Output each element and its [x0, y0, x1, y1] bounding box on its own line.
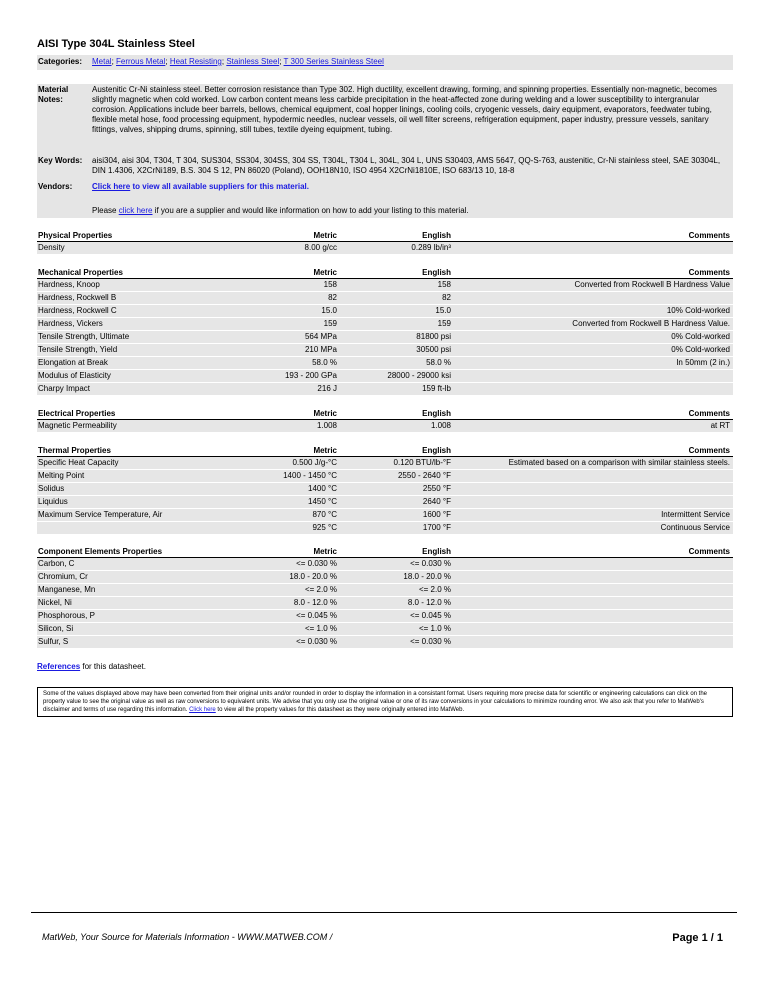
metric-value[interactable]: 870 °C	[312, 510, 337, 519]
table-row	[37, 483, 733, 496]
table-row	[37, 279, 733, 292]
english-value[interactable]: 2640 °F	[422, 497, 451, 506]
property-section	[37, 409, 733, 433]
english-column-header: English	[422, 547, 451, 556]
english-value[interactable]: 158	[437, 280, 451, 289]
table-row	[37, 610, 733, 623]
property-name: Specific Heat Capacity	[38, 458, 119, 467]
property-comment: Estimated based on a comparison with similar stainless steels.	[508, 458, 730, 467]
property-name: Density	[38, 243, 65, 252]
property-comment: Intermittent Service	[661, 510, 730, 519]
property-name: Tensile Strength, Yield	[38, 345, 118, 354]
english-column-header: English	[422, 231, 451, 240]
property-comment: In 50mm (2 in.)	[676, 358, 730, 367]
property-name: Modulus of Elasticity	[38, 371, 111, 380]
english-value[interactable]: 159	[437, 319, 451, 328]
english-value[interactable]: 28000 - 29000 ksi	[387, 371, 451, 380]
section-rows	[37, 242, 733, 255]
supplier-click-here-link[interactable]: click here	[118, 206, 153, 215]
disclaimer-click-here-link[interactable]: Click here	[189, 707, 216, 713]
supplier-text	[92, 206, 730, 216]
vendors-label: Vendors:	[38, 182, 73, 191]
section-header	[37, 268, 733, 279]
references-line	[37, 662, 146, 671]
english-value[interactable]: 58.0 %	[426, 358, 451, 367]
table-row	[37, 571, 733, 584]
section-rows	[37, 457, 733, 535]
table-row	[37, 558, 733, 571]
references-text: for this datasheet.	[80, 662, 146, 671]
metric-value[interactable]: 82	[328, 293, 337, 302]
table-row	[37, 509, 733, 522]
property-comment: 0% Cold-worked	[671, 345, 730, 354]
comments-column-header: Comments	[688, 547, 730, 556]
english-column-header: English	[422, 446, 451, 455]
table-row	[37, 636, 733, 649]
metric-value[interactable]: 1450 °C	[308, 497, 337, 506]
english-value[interactable]: 8.0 - 12.0 %	[407, 598, 451, 607]
property-comment: at RT	[710, 421, 730, 430]
table-row	[37, 496, 733, 509]
metric-value[interactable]: 216 J	[317, 384, 337, 393]
section-header	[37, 446, 733, 457]
property-name: Hardness, Vickers	[38, 319, 103, 328]
property-name: Manganese, Mn	[38, 585, 96, 594]
table-row	[37, 420, 733, 433]
metric-value[interactable]: 18.0 - 20.0 %	[289, 572, 337, 581]
english-value[interactable]: 1600 °F	[422, 510, 451, 519]
english-value[interactable]: 159 ft-lb	[422, 384, 451, 393]
footer-source: MatWeb, Your Source for Materials Information - WWW.MATWEB.COM /	[42, 932, 333, 942]
english-value[interactable]: 18.0 - 20.0 %	[403, 572, 451, 581]
section-title: Mechanical Properties	[38, 268, 123, 277]
english-value[interactable]: 1.008	[430, 421, 451, 430]
disclaimer-text-after: to view all the property values for this datasheet as they were originally entered into MatWeb.	[215, 707, 465, 713]
categories-links: Metal; Ferrous Metal; Heat Resisting; Stainless Steel; T 300 Series Stainless Steel	[92, 57, 384, 66]
section-header	[37, 231, 733, 242]
comments-column-header: Comments	[688, 446, 730, 455]
property-name: Hardness, Rockwell B	[38, 293, 117, 302]
table-row	[37, 470, 733, 483]
property-name: Tensile Strength, Ultimate	[38, 332, 130, 341]
comments-column-header: Comments	[688, 231, 730, 240]
metric-value[interactable]: 8.00 g/cc	[304, 243, 337, 252]
english-value[interactable]: 82	[442, 293, 451, 302]
table-row	[37, 242, 733, 255]
metric-value[interactable]: 1400 - 1450 °C	[283, 471, 337, 480]
vendors-click-here-link[interactable]: Click here	[92, 182, 131, 191]
category-link-heat-resisting[interactable]: Heat Resisting	[169, 57, 222, 66]
metric-value[interactable]: <= 0.030 %	[296, 559, 337, 568]
property-comment: Converted from Rockwell B Hardness Value	[574, 280, 730, 289]
property-name: Magnetic Permeability	[38, 421, 117, 430]
table-row	[37, 370, 733, 383]
property-section	[37, 547, 733, 649]
metric-column-header: Metric	[313, 446, 337, 455]
footer-divider	[31, 912, 737, 913]
metric-value[interactable]: 193 - 200 GPa	[284, 371, 337, 380]
property-name: Nickel, Ni	[38, 598, 72, 607]
material-notes-label	[38, 85, 90, 105]
english-value[interactable]: 0.120 BTU/lb-°F	[393, 458, 451, 467]
property-section	[37, 231, 733, 255]
disclaimer-text-before: Some of the values displayed above may have been converted from their original units and/or rounded in order to display the information in a consistant format. Users requiring more precise data for scientific or engineering calculations can click on the property value to see the original value as well as raw conversions to equivalent units. We advise that you only use the original value or one of its raw conversions in your calculations to minimize rounding error. We also ask that you refer to MatWeb's disclaimer and terms of use regarding this information.	[43, 691, 708, 713]
table-row	[37, 357, 733, 370]
property-comment: Continuous Service	[660, 523, 730, 532]
english-value[interactable]: 1700 °F	[422, 523, 451, 532]
property-name: Maximum Service Temperature, Air	[38, 510, 163, 519]
metric-value[interactable]: 0.500 J/g-°C	[292, 458, 337, 467]
table-row	[37, 584, 733, 597]
english-value[interactable]: 2550 - 2640 °F	[397, 471, 451, 480]
property-comment: Converted from Rockwell B Hardness Value.	[572, 319, 730, 328]
english-value[interactable]: 15.0	[435, 306, 451, 315]
metric-value[interactable]: <= 0.030 %	[296, 637, 337, 646]
material-notes-label-line2: Notes:	[38, 95, 63, 104]
material-notes-text: Austenitic Cr-Ni stainless steel. Better corrosion resistance than Type 302. High ductility, excellent drawing, forming, and spinning properties. Essentially non-magnetic, becomes slightly magnetic when cold worked. Low carbon content means less carbide precipitation in the heat-affected zone during welding and a lower susceptibility to intergranular corrosion. Applications include beer barrels, bellows, chemical equipment, coal hopper linings, cooling coils, cryogenic vessels, dairy equipment, evaporators, feedwater tubing, flexible metal hose, food processing equipment, hypodermic needles, nuclear vessels, oil well filter screens, refrigeration equipment, paper industry, pressure vessels, sanitary fittings, valves, shipping drums, spinning, still tubes, textile dyeing equipment, tubing.	[92, 85, 717, 134]
section-header	[37, 409, 733, 420]
section-rows	[37, 279, 733, 396]
section-title: Electrical Properties	[38, 409, 116, 418]
categories-label: Categories:	[38, 57, 83, 66]
english-value[interactable]: 81800 psi	[416, 332, 451, 341]
property-name: Charpy Impact	[38, 384, 91, 393]
table-row	[37, 344, 733, 357]
key-words-text: aisi304, aisi 304, T304, T 304, SUS304, SS304, 304SS, 304 SS, T304L, T304 L, 304L, 304 L, UNS S30403, AMS 5647, QQ-S-763, austenitic, Cr-Ni stainless steel, SAE 30304L, DIN 1.4306, X2CrNi189, B.S. 304 S 12, PN 86020 (Poland), OOH18N10, ISO 4954 X2CrNi1810E, ISO 683/13 10, 18-8	[92, 156, 721, 175]
property-name: Sulfur, S	[38, 637, 69, 646]
metric-column-header: Metric	[313, 409, 337, 418]
table-row	[37, 318, 733, 331]
metric-value[interactable]: 58.0 %	[312, 358, 337, 367]
table-row	[37, 522, 733, 535]
english-value[interactable]: <= 0.045 %	[410, 611, 451, 620]
property-name: Melting Point	[38, 471, 85, 480]
supplier-suffix: if you are a supplier and would like information on how to add your listing to this material.	[152, 206, 469, 215]
table-row	[37, 623, 733, 636]
property-section	[37, 268, 733, 396]
key-words-label: Key Words:	[38, 156, 83, 165]
references-link[interactable]: References	[37, 662, 81, 671]
property-name: Carbon, C	[38, 559, 75, 568]
property-name: Hardness, Rockwell C	[38, 306, 117, 315]
metric-value[interactable]: <= 2.0 %	[304, 585, 337, 594]
table-row	[37, 383, 733, 396]
section-header	[37, 547, 733, 558]
metric-value[interactable]: 158	[323, 280, 337, 289]
table-row	[37, 305, 733, 318]
comments-column-header: Comments	[688, 409, 730, 418]
table-row	[37, 597, 733, 610]
vendors-description: to view all available suppliers for this material.	[130, 182, 309, 191]
category-link-ferrous-metal[interactable]: Ferrous Metal	[116, 57, 166, 66]
property-name: Elongation at Break	[38, 358, 108, 367]
metric-value[interactable]: 1400 °C	[308, 484, 337, 493]
category-link-t300-series[interactable]: T 300 Series Stainless Steel	[283, 57, 384, 66]
footer-page-number: Page 1 / 1	[672, 932, 723, 944]
english-value[interactable]: <= 0.030 %	[410, 559, 451, 568]
section-rows	[37, 558, 733, 649]
english-value[interactable]: <= 1.0 %	[418, 624, 451, 633]
metric-value[interactable]: 925 °C	[312, 523, 337, 532]
categories-divider	[37, 70, 733, 84]
table-row	[37, 331, 733, 344]
section-title: Component Elements Properties	[38, 547, 163, 556]
material-info-panel	[37, 55, 733, 218]
metric-value[interactable]: <= 1.0 %	[304, 624, 337, 633]
vendors-text	[92, 182, 730, 192]
metric-column-header: Metric	[313, 231, 337, 240]
metric-value[interactable]: 159	[323, 319, 337, 328]
property-comment: 0% Cold-worked	[671, 332, 730, 341]
english-value[interactable]: <= 2.0 %	[418, 585, 451, 594]
property-name: Phosphorous, P	[38, 611, 95, 620]
metric-value[interactable]: 1.008	[316, 421, 337, 430]
english-column-header: English	[422, 409, 451, 418]
comments-column-header: Comments	[688, 268, 730, 277]
metric-value[interactable]: 8.0 - 12.0 %	[293, 598, 337, 607]
category-link-metal[interactable]: Metal	[92, 57, 112, 66]
table-row	[37, 457, 733, 470]
metric-value[interactable]: 564 MPa	[304, 332, 337, 341]
disclaimer-box	[37, 687, 733, 717]
supplier-prefix: Please	[92, 206, 119, 215]
english-value[interactable]: <= 0.030 %	[410, 637, 451, 646]
property-name: Solidus	[38, 484, 65, 493]
metric-value[interactable]: 210 MPa	[304, 345, 337, 354]
property-name: Silicon, Si	[38, 624, 74, 633]
page-title: AISI Type 304L Stainless Steel	[37, 38, 195, 50]
property-comment: 10% Cold-worked	[666, 306, 730, 315]
metric-column-header: Metric	[313, 268, 337, 277]
section-title: Thermal Properties	[38, 446, 111, 455]
english-value[interactable]: 0.289 lb/in³	[411, 243, 451, 252]
english-value[interactable]: 30500 psi	[416, 345, 451, 354]
metric-value[interactable]: 15.0	[321, 306, 337, 315]
section-title: Physical Properties	[38, 231, 113, 240]
property-name: Chromium, Cr	[38, 572, 88, 581]
english-column-header: English	[422, 268, 451, 277]
section-rows	[37, 420, 733, 433]
material-notes-label-line1: Material	[38, 85, 69, 94]
metric-value[interactable]: <= 0.045 %	[296, 611, 337, 620]
table-row	[37, 292, 733, 305]
property-section	[37, 446, 733, 535]
category-link-stainless-steel[interactable]: Stainless Steel	[226, 57, 280, 66]
property-name: Liquidus	[38, 497, 68, 506]
metric-column-header: Metric	[313, 547, 337, 556]
property-name: Hardness, Knoop	[38, 280, 100, 289]
english-value[interactable]: 2550 °F	[422, 484, 451, 493]
